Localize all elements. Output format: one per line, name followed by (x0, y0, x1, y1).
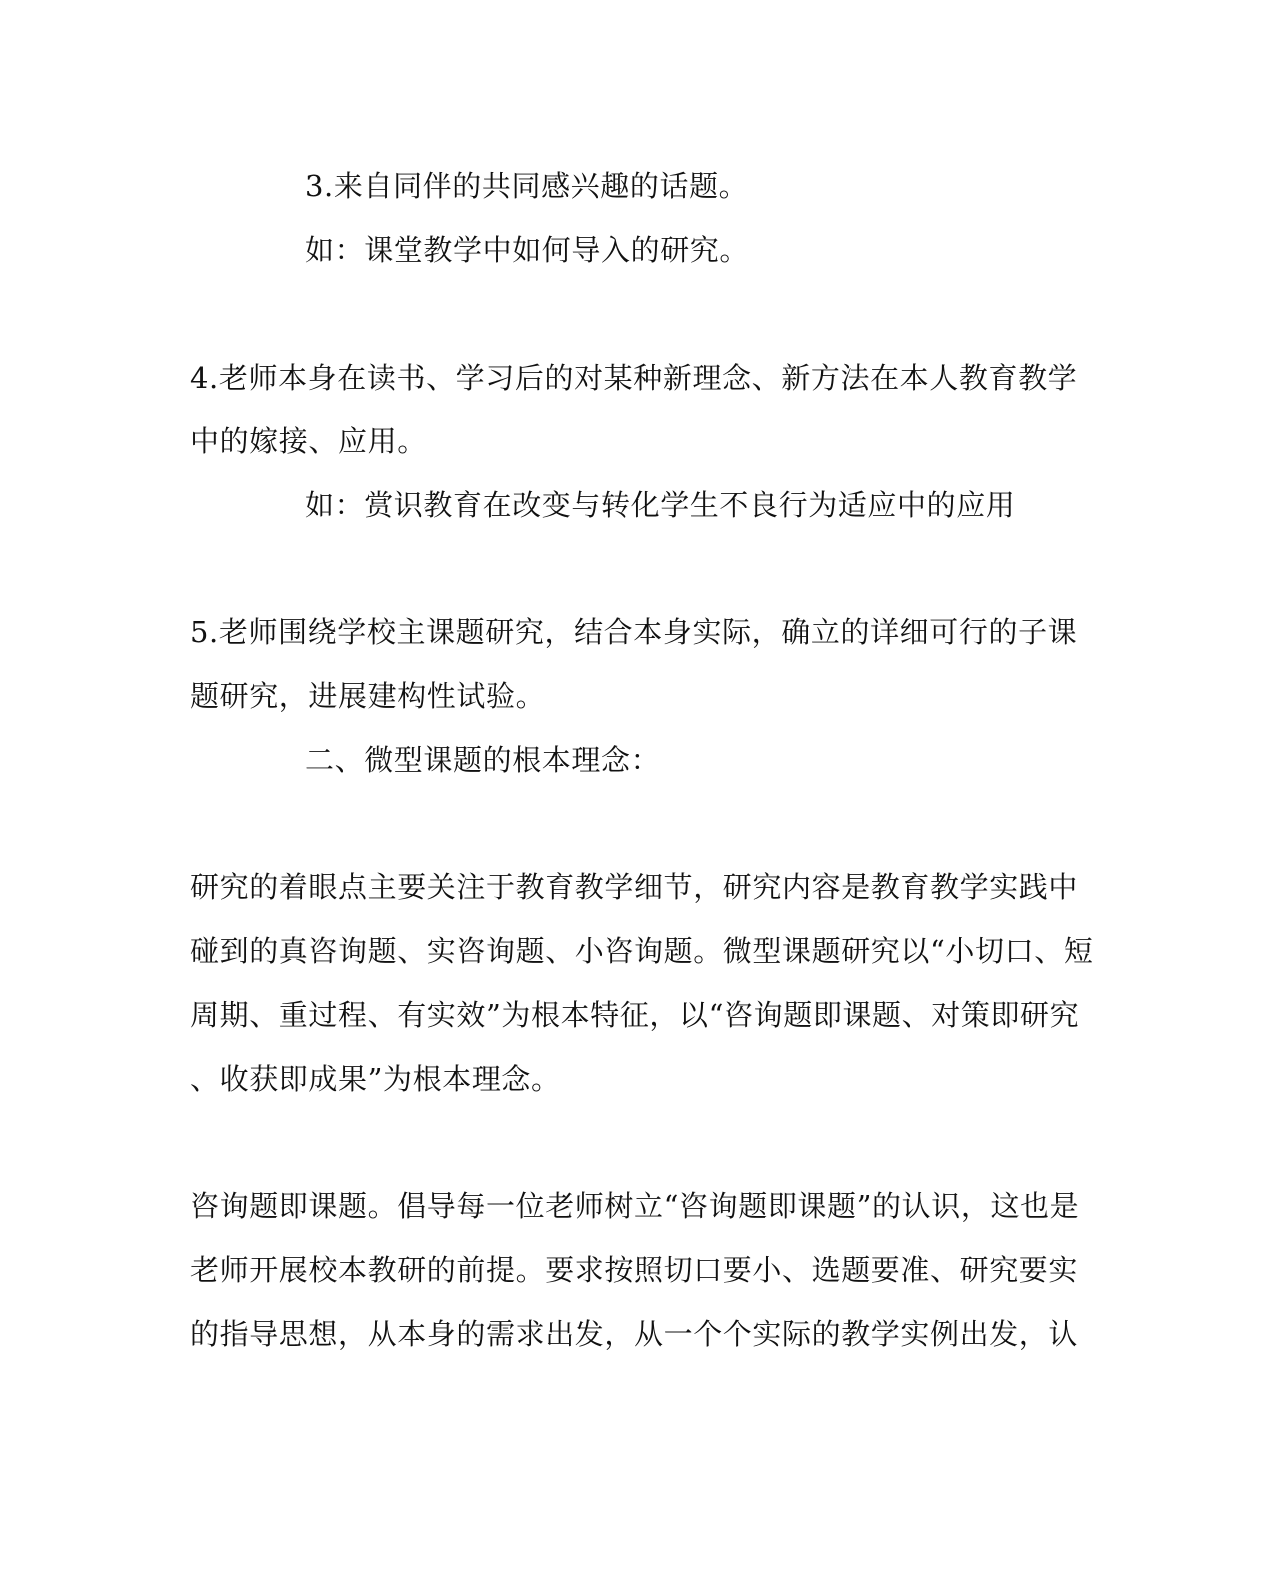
section-heading: 二、微型课题的根本理念： (305, 743, 661, 777)
text-line: 、收获即成果”为根本理念。 (190, 1062, 561, 1096)
text-line: 如：课堂教学中如何导入的研究。 (305, 233, 750, 267)
text-line: 4.老师本身在读书、学习后的对某种新理念、新方法在本人教育教学 (190, 361, 1078, 395)
text-line: 研究的着眼点主要关注于教育教学细节，研究内容是教育教学实践中 (190, 870, 1079, 904)
text-line: 5.老师围绕学校主课题研究，结合本身实际，确立的详细可行的子课 (190, 615, 1078, 649)
text-line: 老师开展校本教研的前提。要求按照切口要小、选题要准、研究要实 (190, 1253, 1079, 1287)
text-line: 的指导思想，从本身的需求出发，从一个个实际的教学实例出发，认 (190, 1317, 1079, 1351)
text-line: 3.来自同伴的共同感兴趣的话题。 (305, 169, 749, 203)
text-line: 中的嫁接、应用。 (190, 424, 427, 458)
text-line: 如：赏识教育在改变与转化学生不良行为适应中的应用 (305, 488, 1016, 522)
text-line: 碰到的真咨询题、实咨询题、小咨询题。微型课题研究以“小切口、短 (190, 934, 1094, 968)
text-line: 周期、重过程、有实效”为根本特征，以“咨询题即课题、对策即研究 (190, 998, 1080, 1032)
text-line: 题研究，进展建构性试验。 (190, 679, 546, 713)
text-line: 咨询题即课题。倡导每一位老师树立“咨询题即课题”的认识，这也是 (190, 1189, 1080, 1223)
